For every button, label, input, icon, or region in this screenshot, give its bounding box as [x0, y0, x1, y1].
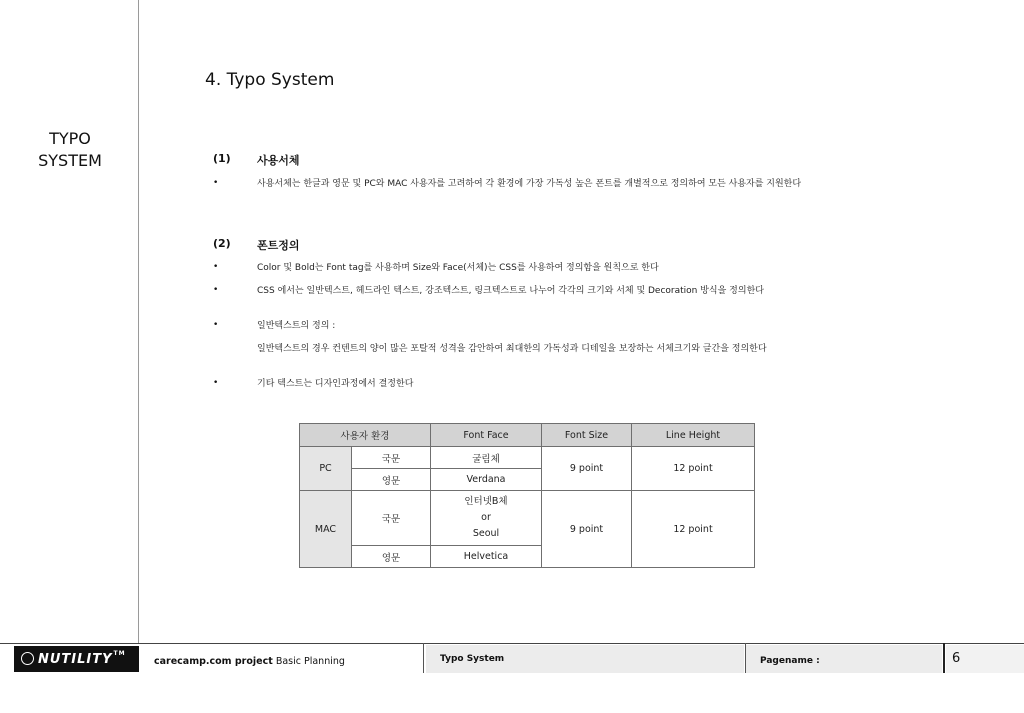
footer-separator [943, 643, 945, 673]
section-2-paragraph-4: 일반텍스트의 경우 컨텐트의 양이 많은 포탈적 성격을 감안하여 최대한의 가독성과 디테일을 보장하는 서체크기와 글간을 정의한다 [257, 344, 767, 354]
table-row [300, 447, 755, 469]
table-cell: 9 point [542, 447, 632, 491]
table-cell: 영문 [352, 469, 431, 491]
table-cell-line: 인터넷B체 [464, 496, 508, 507]
section-1-number: (1) [213, 152, 231, 165]
table-cell: Helvetica [431, 546, 542, 568]
logo-text: NUTILITY [38, 651, 113, 667]
nutility-logo [14, 646, 139, 672]
sidebar-title-line1: TYPO [49, 129, 91, 148]
footer-planning: Basic Planning [275, 656, 345, 667]
section-2-paragraph-1: Color 및 Bold는 Font tag를 사용하며 Size와 Face(서체)는 CSS를 사용하여 정의함을 원칙으로 한다 [257, 263, 659, 273]
table-cell [431, 491, 542, 546]
table-cell: 영문 [352, 546, 431, 568]
footer-project-name: carecamp.com project [154, 656, 273, 667]
footer-divider [0, 643, 1024, 644]
table-header-cell: Font Face [431, 424, 542, 447]
logo-trademark: TM [113, 649, 126, 657]
page-number: 6 [952, 651, 961, 666]
section-2-paragraph-3: 일반텍스트의 정의 : [257, 321, 336, 331]
page-title: 4. Typo System [205, 70, 335, 90]
section-2-number: (2) [213, 237, 231, 250]
sidebar-title-line2: SYSTEM [38, 151, 102, 170]
table-cell: 국문 [352, 447, 431, 469]
footer-project [154, 656, 345, 667]
table-cell: 굴림체 [431, 447, 542, 469]
table-row [300, 491, 755, 546]
table-cell: 12 point [632, 447, 755, 491]
section-2-paragraph-5: 기타 텍스트는 디자인과정에서 결정한다 [257, 379, 414, 389]
footer-section: Typo System [426, 645, 744, 673]
section-1-title: 사용서체 [257, 154, 300, 167]
sidebar-title [0, 128, 140, 172]
table-header-cell: 사용자 환경 [300, 424, 431, 447]
logo-mark-icon [21, 652, 34, 665]
footer-separator [423, 643, 424, 673]
table-header-row [300, 424, 755, 447]
table-cell-platform: MAC [300, 491, 352, 568]
table-cell: Verdana [431, 469, 542, 491]
table-cell-platform: PC [300, 447, 352, 491]
table-cell: 9 point [542, 491, 632, 568]
table-header-cell: Font Size [542, 424, 632, 447]
section-2-paragraph-2: CSS 에서는 일반텍스트, 헤드라인 텍스트, 강조텍스트, 링크텍스트로 나누어 각각의 크기와 서체 및 Decoration 방식을 정의한다 [257, 286, 764, 296]
table-cell-line: or [481, 512, 491, 523]
table-cell: 12 point [632, 491, 755, 568]
font-table [299, 423, 755, 568]
section-1-paragraph: 사용서체는 한글과 영문 및 PC와 MAC 사용자를 고려하여 각 환경에 가장 가독성 높은 폰트를 개별적으로 정의하여 모든 사용자를 지원한다 [257, 179, 802, 189]
section-2-title: 폰트정의 [257, 239, 300, 252]
table-cell: 국문 [352, 491, 431, 546]
table-header-cell: Line Height [632, 424, 755, 447]
footer-pagename: Pagename : [746, 645, 942, 673]
sidebar-divider [138, 0, 139, 643]
table-cell-line: Seoul [472, 528, 500, 539]
